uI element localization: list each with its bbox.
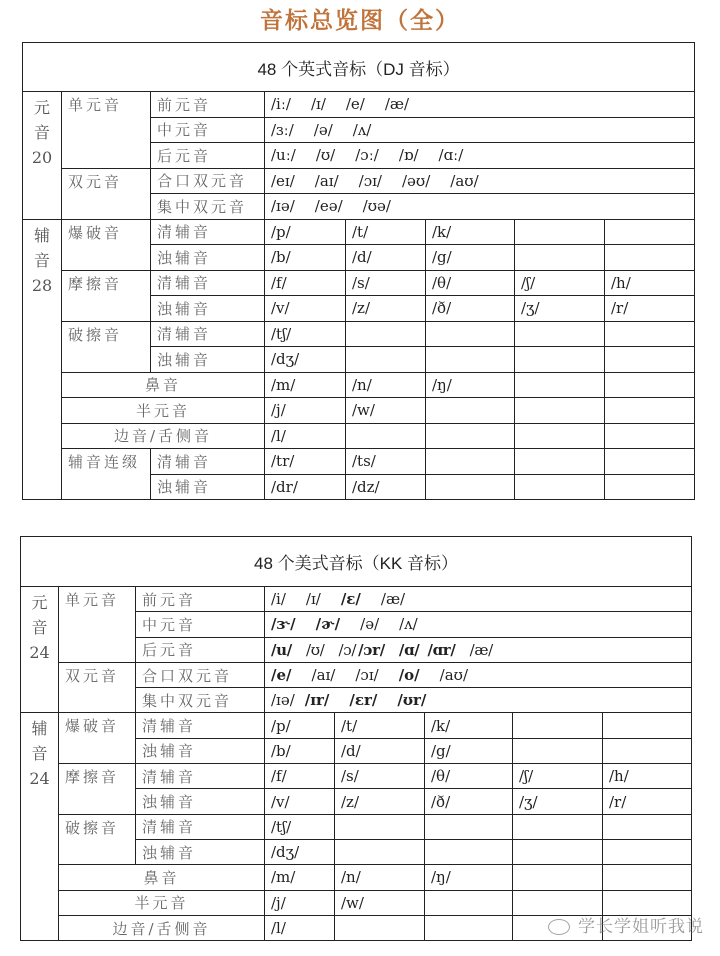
- plosive-label: 爆破音: [59, 713, 136, 764]
- subcategory-label: 中元音: [136, 612, 265, 637]
- symbol-cell: [335, 814, 425, 839]
- symbol-cell: [603, 839, 692, 864]
- vowel-symbols: /ɝ/ /ɚ/ /ə/ /ʌ/: [265, 612, 692, 637]
- symbol-cell: [603, 713, 692, 738]
- symbol-cell: /θ/: [426, 270, 515, 296]
- symbol-cell: [346, 347, 426, 373]
- symbol-cell: /dr/: [265, 474, 346, 500]
- diphthong-label: 双元音: [59, 662, 136, 713]
- voiceless-label: 清辅音: [151, 270, 265, 296]
- voiceless-label: 清辅音: [136, 764, 265, 789]
- symbol-cell: [425, 890, 513, 915]
- table-title: 48 个美式音标（KK 音标）: [21, 537, 692, 587]
- vowel-symbols: /uː/ /ʊ/ /ɔː/ /ɒ/ /ɑː/: [265, 143, 695, 169]
- symbol-cell: /ŋ/: [425, 865, 513, 890]
- symbol-cell: [513, 713, 603, 738]
- symbol-cell: /g/: [426, 245, 515, 271]
- symbol-cell: /r/: [605, 296, 695, 322]
- symbol-cell: [335, 915, 425, 940]
- symbol-cell: /ʃ/: [515, 270, 605, 296]
- vowel-symbols: /i/ /ɪ/ /ɛ/ /æ/: [265, 587, 692, 612]
- symbol-cell: /n/: [335, 865, 425, 890]
- symbol-cell: /m/: [265, 372, 346, 398]
- symbol-cell: /dʒ/: [265, 839, 335, 864]
- symbol-cell: [605, 423, 695, 449]
- consonant-group-label: 辅 音 28: [23, 219, 62, 500]
- symbol-cell: /w/: [335, 890, 425, 915]
- symbol-cell: /d/: [335, 738, 425, 763]
- symbol-cell: /p/: [265, 713, 335, 738]
- diphthong-label: 双元音: [62, 168, 151, 219]
- symbol-cell: /z/: [346, 296, 426, 322]
- symbol-cell: /ʒ/: [515, 296, 605, 322]
- symbol-cell: /n/: [346, 372, 426, 398]
- symbol-cell: [515, 398, 605, 424]
- subcategory-label: 合口双元音: [136, 662, 265, 687]
- wechat-icon: [548, 919, 570, 935]
- voiced-label: 浊辅音: [136, 738, 265, 763]
- symbol-cell: [426, 474, 515, 500]
- symbol-cell: /l/: [265, 915, 335, 940]
- symbol-cell: /m/: [265, 865, 335, 890]
- symbol-cell: [426, 347, 515, 373]
- voiceless-label: 清辅音: [151, 449, 265, 475]
- subcategory-label: 中元音: [151, 117, 265, 143]
- symbol-cell: /w/: [346, 398, 426, 424]
- voiced-label: 浊辅音: [136, 789, 265, 814]
- voiceless-label: 清辅音: [136, 713, 265, 738]
- symbol-cell: [513, 738, 603, 763]
- symbol-cell: /tʃ/: [265, 814, 335, 839]
- vowel-symbols: /u/ /ʊ/ /ɔ/ /ɔr/ /ɑ/ /ɑr/ /æ/: [265, 637, 692, 662]
- vowel-symbols: /ɪə/ /eə/ /ʊə/: [265, 194, 695, 220]
- symbol-cell: [346, 321, 426, 347]
- symbol-cell: /d/: [346, 245, 426, 271]
- symbol-cell: [425, 915, 513, 940]
- symbol-cell: [515, 219, 605, 245]
- nasal-label: 鼻音: [59, 865, 265, 890]
- voiced-label: 浊辅音: [151, 347, 265, 373]
- symbol-cell: [426, 423, 515, 449]
- lateral-label: 边音/舌侧音: [59, 915, 265, 940]
- consonant-group-label: 辅 音 24: [21, 713, 59, 941]
- symbol-cell: [515, 372, 605, 398]
- lateral-label: 边音/舌侧音: [62, 423, 265, 449]
- symbol-cell: [515, 423, 605, 449]
- symbol-cell: [425, 814, 513, 839]
- symbol-cell: /t/: [346, 219, 426, 245]
- symbol-cell: /ʃ/: [513, 764, 603, 789]
- kk-phonetic-table: [20, 536, 692, 941]
- symbol-cell: /r/: [603, 789, 692, 814]
- vowel-group-label: 元 音 20: [23, 92, 62, 220]
- symbol-cell: [426, 398, 515, 424]
- symbol-cell: [425, 839, 513, 864]
- fricative-label: 摩擦音: [62, 270, 151, 321]
- subcategory-label: 合口双元音: [151, 168, 265, 194]
- plosive-label: 爆破音: [62, 219, 151, 270]
- symbol-cell: [426, 449, 515, 475]
- symbol-cell: [605, 347, 695, 373]
- subcategory-label: 集中双元音: [151, 194, 265, 220]
- symbol-cell: /g/: [425, 738, 513, 763]
- monophthong-label: 单元音: [59, 587, 136, 663]
- symbol-cell: [426, 321, 515, 347]
- subcategory-label: 前元音: [151, 92, 265, 118]
- symbol-cell: /t/: [335, 713, 425, 738]
- symbol-cell: /v/: [265, 296, 346, 322]
- symbol-cell: /dʒ/: [265, 347, 346, 373]
- symbol-cell: [603, 814, 692, 839]
- semivowel-label: 半元音: [59, 890, 265, 915]
- watermark: [548, 912, 704, 937]
- symbol-cell: /k/: [425, 713, 513, 738]
- dj-phonetic-table: [22, 42, 695, 500]
- symbol-cell: [605, 474, 695, 500]
- symbol-cell: /b/: [265, 245, 346, 271]
- symbol-cell: /z/: [335, 789, 425, 814]
- symbol-cell: [603, 738, 692, 763]
- symbol-cell: [346, 423, 426, 449]
- symbol-cell: /ð/: [425, 789, 513, 814]
- voiced-label: 浊辅音: [151, 296, 265, 322]
- symbol-cell: /l/: [265, 423, 346, 449]
- symbol-cell: [335, 839, 425, 864]
- vowel-symbols: /ɜː/ /ə/ /ʌ/: [265, 117, 695, 143]
- vowel-symbols: /ɪə/ /ɪr/ /ɛr/ /ʊr/: [265, 688, 692, 713]
- symbol-cell: /dz/: [346, 474, 426, 500]
- watermark-text: 学长学姐听我说: [578, 917, 704, 937]
- monophthong-label: 单元音: [62, 92, 151, 169]
- voiceless-label: 清辅音: [151, 219, 265, 245]
- subcategory-label: 后元音: [136, 637, 265, 662]
- symbol-cell: [605, 321, 695, 347]
- voiceless-label: 清辅音: [136, 814, 265, 839]
- symbol-cell: /p/: [265, 219, 346, 245]
- symbol-cell: [605, 398, 695, 424]
- voiced-label: 浊辅音: [136, 839, 265, 864]
- symbol-cell: [513, 865, 603, 890]
- vowel-group-label: 元 音 24: [21, 587, 59, 713]
- symbol-cell: /s/: [346, 270, 426, 296]
- symbol-cell: /f/: [265, 764, 335, 789]
- symbol-cell: /j/: [265, 398, 346, 424]
- symbol-cell: /ʒ/: [513, 789, 603, 814]
- affricate-label: 破擦音: [62, 321, 151, 372]
- page-title: 音标总览图（全）: [260, 7, 460, 34]
- voiced-label: 浊辅音: [151, 245, 265, 271]
- symbol-cell: [605, 372, 695, 398]
- symbol-cell: /ts/: [346, 449, 426, 475]
- affricate-label: 破擦音: [59, 814, 136, 865]
- symbol-cell: /v/: [265, 789, 335, 814]
- vowel-symbols: /iː/ /ɪ/ /e/ /æ/: [265, 92, 695, 118]
- symbol-cell: [515, 321, 605, 347]
- semivowel-label: 半元音: [62, 398, 265, 424]
- symbol-cell: /tʃ/: [265, 321, 346, 347]
- voiceless-label: 清辅音: [151, 321, 265, 347]
- symbol-cell: /b/: [265, 738, 335, 763]
- symbol-cell: [605, 449, 695, 475]
- symbol-cell: /h/: [603, 764, 692, 789]
- fricative-label: 摩擦音: [59, 764, 136, 815]
- symbol-cell: [605, 219, 695, 245]
- vowel-symbols: /eɪ/ /aɪ/ /ɔɪ/ /əʊ/ /aʊ/: [265, 168, 695, 194]
- symbol-cell: /k/: [426, 219, 515, 245]
- symbol-cell: [603, 865, 692, 890]
- symbol-cell: /j/: [265, 890, 335, 915]
- symbol-cell: /ð/: [426, 296, 515, 322]
- symbol-cell: /θ/: [425, 764, 513, 789]
- symbol-cell: /ŋ/: [426, 372, 515, 398]
- subcategory-label: 后元音: [151, 143, 265, 169]
- symbol-cell: [515, 245, 605, 271]
- symbol-cell: [513, 814, 603, 839]
- symbol-cell: [515, 474, 605, 500]
- symbol-cell: [515, 449, 605, 475]
- cluster-label: 辅音连缀: [62, 449, 151, 500]
- nasal-label: 鼻音: [62, 372, 265, 398]
- symbol-cell: [515, 347, 605, 373]
- symbol-cell: /tr/: [265, 449, 346, 475]
- symbol-cell: [513, 839, 603, 864]
- table-title: 48 个英式音标（DJ 音标）: [23, 43, 695, 92]
- voiced-label: 浊辅音: [151, 474, 265, 500]
- symbol-cell: /f/: [265, 270, 346, 296]
- symbol-cell: /h/: [605, 270, 695, 296]
- symbol-cell: [605, 245, 695, 271]
- subcategory-label: 集中双元音: [136, 688, 265, 713]
- symbol-cell: /s/: [335, 764, 425, 789]
- subcategory-label: 前元音: [136, 587, 265, 612]
- vowel-symbols: /e/ /aɪ/ /ɔɪ/ /o/ /aʊ/: [265, 662, 692, 687]
